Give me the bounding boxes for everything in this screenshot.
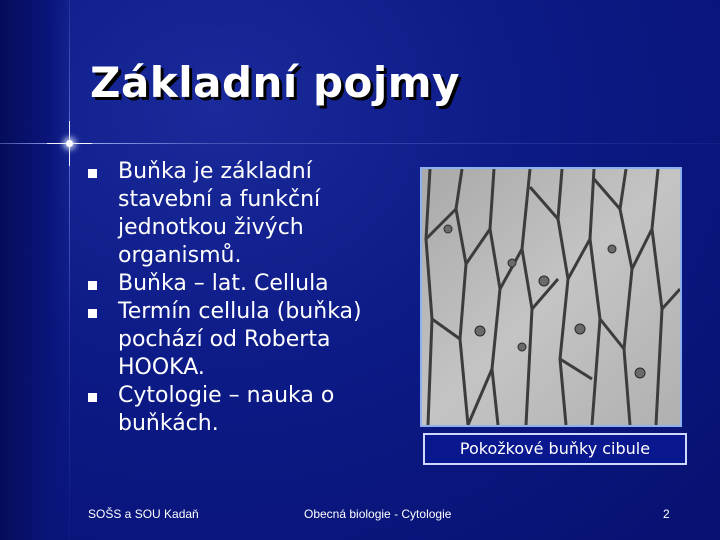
bullet-item bbox=[88, 270, 378, 298]
vertical-decor-line bbox=[69, 0, 70, 540]
square-bullet-icon bbox=[88, 281, 97, 290]
page-number: 2 bbox=[663, 507, 670, 521]
bullet-text: Buňka je základní stavební a funkční jednotkou živých organismů. bbox=[118, 159, 321, 268]
horizontal-decor-line bbox=[0, 143, 720, 144]
bullet-list bbox=[88, 158, 378, 438]
bullet-text: Cytologie – nauka o buňkách. bbox=[118, 383, 335, 436]
onion-cells-micrograph bbox=[420, 167, 682, 427]
bullet-text: Termín cellula (buňka) pochází od Roberta HOOKA. bbox=[118, 299, 362, 380]
footer-school: SOŠS a SOU Kadaň bbox=[88, 507, 199, 521]
bullet-item bbox=[88, 158, 378, 270]
bullet-text: Buňka – lat. Cellula bbox=[118, 271, 329, 296]
footer-course: Obecná biologie - Cytologie bbox=[304, 507, 452, 521]
square-bullet-icon bbox=[88, 309, 97, 318]
sparkle-icon bbox=[47, 121, 92, 166]
bullet-item bbox=[88, 298, 378, 382]
square-bullet-icon bbox=[88, 169, 97, 178]
slide-title: Základní pojmy bbox=[90, 58, 460, 107]
square-bullet-icon bbox=[88, 393, 97, 402]
left-decor-band bbox=[0, 0, 70, 540]
image-caption: Pokožkové buňky cibule bbox=[423, 433, 687, 465]
bullet-item bbox=[88, 382, 378, 438]
